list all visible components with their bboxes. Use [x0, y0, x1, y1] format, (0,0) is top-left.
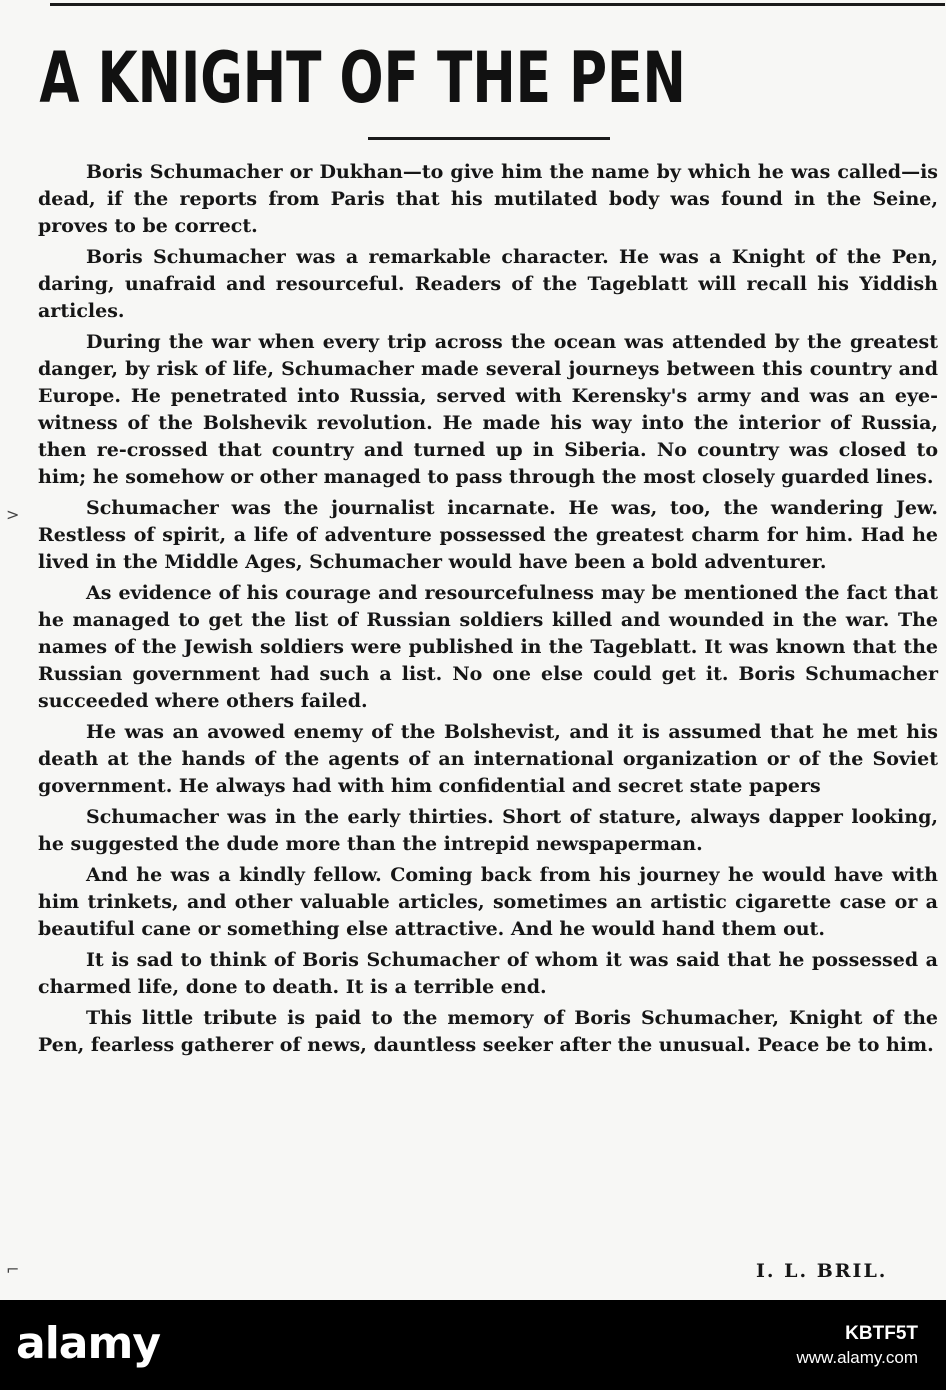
- headline: A KNIGHT OF THE PEN: [39, 37, 686, 119]
- paragraph-7: Schumacher was in the early thirties. Short of stature, always dapper looking, he suggested the dude more than the intrepid newspaperman.: [38, 806, 938, 855]
- site-url: www.alamy.com: [796, 1348, 918, 1367]
- alamy-logo: alamy: [16, 1318, 160, 1369]
- paragraph-1: Boris Schumacher or Dukhan—to give him the name by which he was called—is dead, if the reports from Paris that his mutilated body was found in the Seine, proves to be correct.: [38, 161, 938, 237]
- author-signature: I. L. BRIL.: [756, 1260, 888, 1282]
- paragraph-9: It is sad to think of Boris Schumacher of whom it was said that he possessed a charmed life, done to death. It is a terrible end.: [38, 949, 938, 998]
- paragraph-3: During the war when every trip across the ocean was attended by the greatest danger, by risk of life, Schumacher made several journeys between this country and Europe. He penetrated into Russia, served with Kerensky's army and was an eye-witness of the Bolshevik revolution. He made his way into the interior of Russia, then re-crossed that country and turned up in Siberia. No country was closed to him; he somehow or other managed to pass through the most closely guarded lines.: [38, 331, 938, 488]
- paragraph-4: Schumacher was the journalist incarnate. He was, too, the wandering Jew. Restless of spirit, a life of adventure possessed the greatest charm for him. Had he lived in the Middle Ages, Schumacher would have been a bold adventurer.: [38, 497, 938, 573]
- paragraph-10: This little tribute is paid to the memory of Boris Schumacher, Knight of the Pen, fearless gatherer of news, dauntless seeker after the unusual. Peace be to him.: [38, 1007, 938, 1056]
- headline-rule: [368, 137, 610, 140]
- image-id: KBTF5T: [845, 1323, 918, 1344]
- top-rule: [50, 3, 945, 6]
- footer-info: [796, 1322, 918, 1370]
- watermark-footer: [0, 1300, 946, 1390]
- article-body: [38, 159, 938, 1063]
- paragraph-6: He was an avowed enemy of the Bolshevist, and it is assumed that he met his death at the hands of the agents of an international organization or of the Soviet government. He always had with him confidential and secret state papers: [38, 721, 938, 797]
- paragraph-2: Boris Schumacher was a remarkable character. He was a Knight of the Pen, daring, unafraid and resourceful. Readers of the Tageblatt will recall his Yiddish articles.: [38, 246, 938, 322]
- paragraph-8: And he was a kindly fellow. Coming back from his journey he would have with him trinkets, and other valuable articles, sometimes an artistic cigarette case or a beautiful cane or something else attractive. And he would hand them out.: [38, 864, 938, 940]
- margin-mark: ⌐: [6, 1260, 20, 1279]
- margin-mark: >: [6, 505, 20, 524]
- paragraph-5: As evidence of his courage and resourcefulness may be mentioned the fact that he managed to get the list of Russian soldiers killed and wounded in the war. The names of the Jewish soldiers were published in the Tageblatt. It was known that the Russian government had such a list. No one else could get it. Boris Schumacher succeeded where others failed.: [38, 582, 938, 712]
